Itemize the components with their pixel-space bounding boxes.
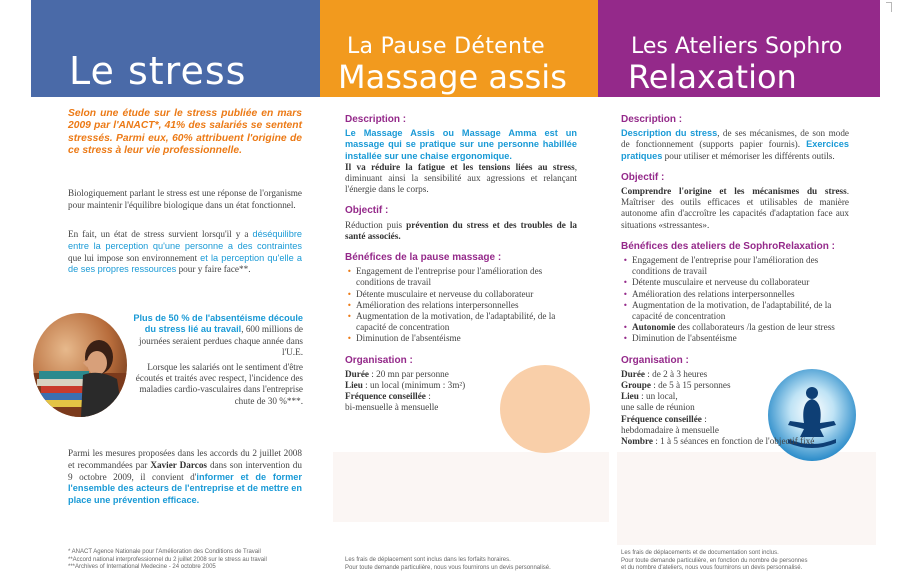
sophro-benefit-autonomie [621, 322, 849, 333]
sophro-footer-line: et du nombre d'ateliers, nous vous fournirons un devis personnalisé. [621, 565, 803, 572]
massage-frequence-detail: bi-mensuelle à mensuelle [345, 402, 439, 413]
stat-cardio: Lorsque les salariés ont le sentiment d'être écoutés et traités avec respect, l'incidence des maladies cardio-vasculaires dans l'entreprise chute de 30 %***. [135, 361, 303, 406]
p3-darcos: Xavier Darcos [150, 459, 208, 470]
sophro-lieu [621, 391, 849, 402]
massage-benefits-list [345, 266, 577, 344]
footnote-accord: **Accord national interprofessionnel du 2 juillet 2008 sur le stress au travail [68, 556, 267, 563]
massage-lieu [345, 380, 577, 391]
stress-statistics [131, 313, 303, 410]
sophro-objectif-b: . Maîtriser des outils efficaces et utilisables de manière autonome afin d'accroître les capacités d'adaptation face aux situations «stressantes». [621, 186, 849, 230]
stress-paragraph-3 [68, 448, 302, 507]
sophro-objectif-a: Comprendre l'origine et les mécanismes du stress [621, 186, 847, 197]
stressed-woman-photo [33, 313, 127, 417]
header-sophro [598, 0, 880, 97]
sophro-frequence-colon: : [701, 413, 707, 424]
p2-text-e: pour y faire face**. [176, 264, 251, 275]
massage-objectif-a: Réduction puis [345, 219, 407, 230]
sophro-nombre-value: : 1 à 5 séances en fonction de l'objectif fixé [652, 436, 815, 447]
sophro-benefit-item: • Diminution de l'absentéisme [621, 333, 849, 344]
header-massage [320, 0, 598, 97]
sophro-benefit-item: • Amélioration des relations interpersonnelles [621, 289, 849, 300]
massage-benefits-label: Bénéfices de la pause massage : [345, 252, 502, 264]
massage-duree-value: : 20 mn par personne [368, 368, 449, 379]
sophro-footer [621, 550, 871, 573]
massage-benefit-item: • Engagement de l'entreprise pour l'amélioration des conditions de travail [345, 266, 577, 288]
sophro-lieu-detail: une salle de réunion [621, 402, 695, 413]
massage-lieu-value: : un local (minimum : 3m²) [362, 380, 466, 391]
sophro-lieu-value: : un local, [638, 391, 678, 402]
sophro-objectif [621, 186, 849, 231]
massage-footer [345, 557, 605, 572]
p2-text-c: que lui impose son environnement [68, 252, 201, 263]
sophro-benefit-item: • Détente musculaire et nerveuse du collaborateur [621, 277, 849, 288]
header-stress-title: Le stress [69, 49, 247, 93]
sophro-nombre-label: Nombre [621, 436, 653, 447]
sophro-description-a: Description du stress [621, 128, 718, 139]
massage-frequence-label: Fréquence conseillée [345, 391, 426, 402]
stress-paragraph-1: Biologiquement parlant le stress est une réponse de l'organisme pour maintenir l'équilibre biologique dans un état fonctionnel. [68, 188, 302, 210]
massage-objectif-label: Objectif : [345, 205, 389, 217]
sophro-organisation-label: Organisation : [621, 354, 689, 366]
massage-background-panel [333, 452, 609, 522]
sophro-footer-line: Pour toute demande particulière, en fonction du nombre de personnes [621, 557, 808, 564]
sophro-frequence-detail: hebdomadaire à mensuelle [621, 424, 719, 435]
p3-text-c: dans son intervention du 9 octobre 2009, il convient d' [68, 459, 302, 482]
sophro-benefits-list [621, 255, 849, 345]
header-massage-line1: La Pause Détente [347, 34, 545, 59]
sophro-frequence [621, 414, 849, 425]
massage-description-bold: Il va réduire la fatigue et les tensions liées au stress [345, 161, 575, 172]
sophro-duree-label: Durée [621, 368, 645, 379]
sophro-column [621, 114, 849, 447]
left-footnotes [68, 549, 318, 572]
sophro-footer-line: Les frais de déplacements et de documentation sont inclus. [621, 550, 779, 556]
sophro-description-d: pour utiliser et mémoriser les différents outils. [662, 150, 835, 161]
sophro-autonomie-rest: des collaborateurs /la gestion de leur stress [675, 322, 835, 333]
header-massage-line2: Massage assis [338, 58, 567, 96]
header-stress [31, 0, 320, 97]
massage-description-rest: , diminuant ainsi la sensibilité aux agressions et relançant l'énergie dans le corps. [345, 161, 577, 195]
sophro-background-panel [617, 452, 876, 545]
massage-duree-label: Durée [345, 368, 369, 379]
massage-benefit-item: • Augmentation de la motivation, de l'adaptabilité, de la capacité de concentration [345, 311, 577, 333]
massage-description-blue: Le Massage Assis ou Massage Amma est un massage qui se pratique sur une personne habillée installée sur une chaise ergonomique. [345, 128, 577, 161]
footnote-anact: * ANACT Agence Nationale pour l'Amélioration des Conditions de Travail [68, 549, 261, 555]
header-sophro-line1: Les Ateliers Sophro [631, 34, 843, 59]
massage-frequence-colon: : [425, 391, 431, 402]
sophro-duree [621, 369, 849, 380]
sophro-groupe-label: Groupe [621, 380, 651, 391]
massage-footer-line: Les frais de déplacement sont inclus dans les forfaits horaires. [345, 557, 511, 563]
massage-lieu-label: Lieu [345, 380, 363, 391]
p3-text-a: Parmi les mesures proposées dans les accords du 2 juillet 2008 et recommandées par [68, 448, 302, 470]
p2-highlight-d: et la perception qu'elle a de ses propres ressources [68, 252, 302, 275]
sophro-benefit-item: • Engagement de l'entreprise pour l'amélioration des conditions de travail [621, 255, 849, 277]
sophro-objectif-label: Objectif : [621, 171, 665, 183]
massage-frequence [345, 391, 577, 402]
massage-benefit-item: • Détente musculaire et nerveuse du collaborateur [345, 289, 577, 300]
massage-description-label: Description : [345, 114, 407, 125]
stress-paragraph-2 [68, 229, 302, 276]
sophro-description [621, 128, 849, 162]
p2-highlight-a: déséquilibre entre la perception qu'une personne a des contraintes [68, 229, 302, 251]
sophro-frequence-label: Fréquence conseillée [621, 413, 702, 424]
massage-footer-line: Pour toute demande particulière, nous vous fournirons un devis personnalisé. [345, 564, 551, 571]
massage-organisation-label: Organisation : [345, 354, 413, 366]
massage-objectif-b: prévention du stress et des troubles de la santé associés. [345, 219, 577, 241]
sophro-description-b: , de ses mécanismes, de son mode de fonctionnement (supports papier fournis). [621, 128, 849, 150]
sophro-benefit-item: • Augmentation de la motivation, de l'adaptabilité, de la capacité de concentration [621, 300, 849, 322]
sophro-benefits-label: Bénéfices des ateliers de SophroRelaxation : [621, 240, 835, 252]
footnote-archives: ***Archives of International Medecine - 24 octobre 2005 [68, 564, 216, 571]
sophro-groupe [621, 380, 849, 391]
sophro-description-label: Description : [621, 114, 683, 125]
massage-description [345, 128, 577, 195]
massage-duree [345, 369, 577, 380]
stress-intro: Selon une étude sur le stress publiée en mars 2009 par l'ANACT*, 41% des salariés se sentent stressés. Parmi eux, 60% attribuent l'origine de ce stress à leur vie professionnelle. [68, 108, 302, 157]
sophro-description-c: Exercices pratiques [621, 139, 849, 161]
massage-benefit-item: • Amélioration des relations interpersonnelles [345, 300, 577, 311]
massage-column [345, 114, 577, 414]
stat-absenteeism [131, 313, 303, 359]
sophro-lieu-label: Lieu [621, 391, 639, 402]
stat-absenteeism-highlight: Plus de 50 % de l'absentéisme découle du stress lié au travail [133, 313, 303, 335]
stat-absenteeism-rest: , 600 millions de journées seraient perdues chaque année dans l'U.E. [138, 324, 303, 358]
p2-text-a: En fait, un état de stress survient lorsqu'il y a [68, 229, 253, 239]
header-sophro-line2: Relaxation [628, 58, 797, 96]
sophro-nombre [621, 436, 849, 447]
massage-objectif [345, 220, 577, 242]
sophro-autonomie-label: Autonomie [632, 322, 676, 333]
massage-benefit-item: • Diminution de l'absentéisme [345, 333, 577, 344]
p3-highlight: informer et de former l'ensemble des acteurs de l'entreprise et de mettre en place une prévention efficace. [68, 471, 302, 506]
sophro-duree-value: : de 2 à 3 heures [644, 368, 708, 379]
corner-mark [886, 2, 892, 12]
sophro-groupe-value: : de 5 à 15 personnes [650, 380, 731, 391]
